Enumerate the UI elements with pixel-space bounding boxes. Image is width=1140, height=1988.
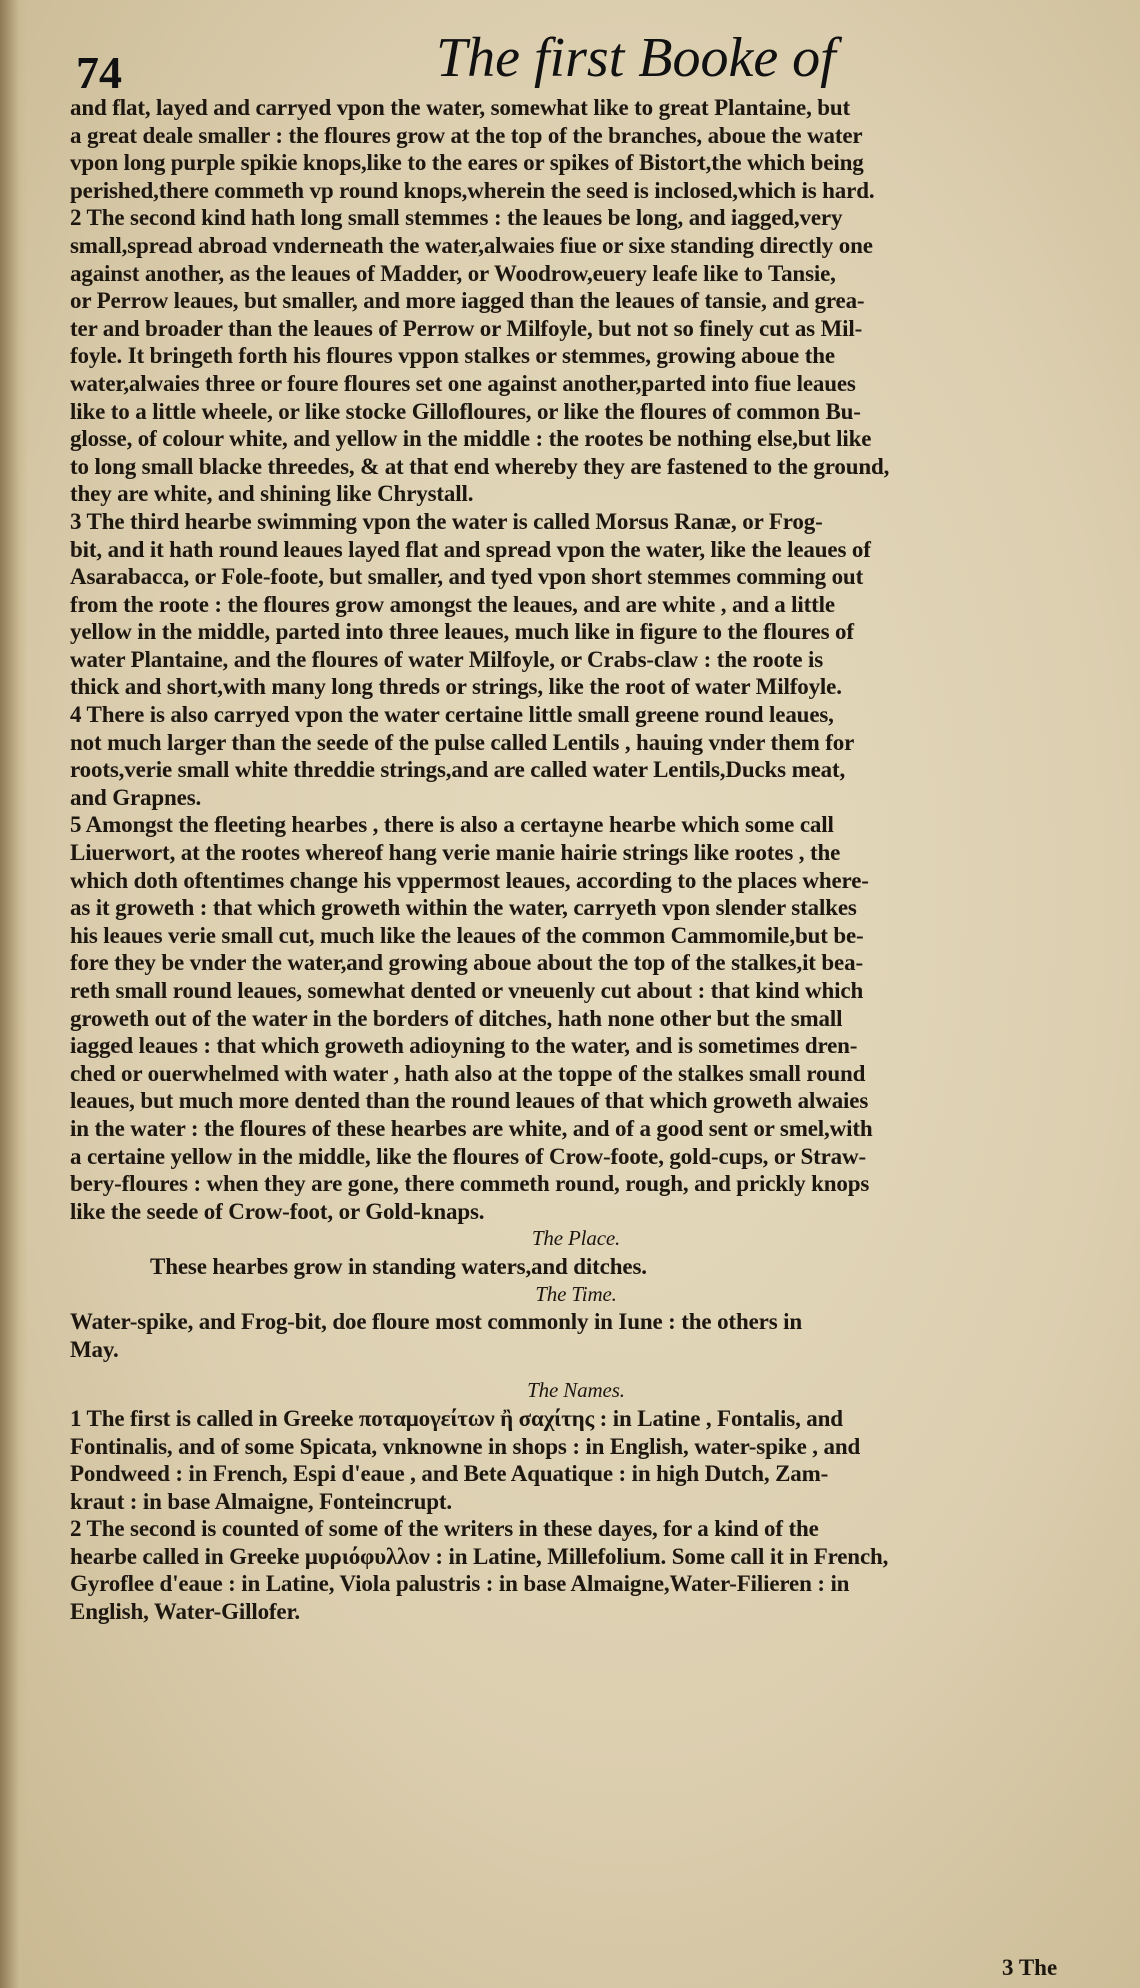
text-line: Liuerwort, at the rootes whereof hang verie manie hairie strings like rootes , the bbox=[70, 840, 841, 866]
section-heading-time: The Time. bbox=[535, 1281, 617, 1306]
section-spacer bbox=[70, 1363, 1082, 1377]
text-line: his leaues verie small cut, much like the leaues of the common Cammomile,but be- bbox=[70, 922, 864, 948]
section-heading-names: The Names. bbox=[527, 1378, 625, 1403]
text-line: in the water : the floures of these hearbes are white, and of a good sent or smel,with bbox=[70, 1115, 873, 1141]
text-line: perished,there commeth vp round knops,wherein the seed is inclosed,which is hard. bbox=[70, 177, 875, 203]
text-line: thick and short,with many long threds or strings, like the root of water Milfoyle. bbox=[70, 674, 842, 700]
names-text-line: English, Water-Gillofer. bbox=[70, 1599, 301, 1625]
text-line: ched or ouerwhelmed with water , hath also at the toppe of the stalkes small round bbox=[70, 1060, 866, 1086]
text-line: bit, and it hath round leaues layed flat and spread vpon the water, like the leaues of bbox=[70, 536, 871, 562]
text-line: water Plantaine, and the floures of water Milfoyle, or Crabs-claw : the roote is bbox=[70, 646, 824, 672]
body-text bbox=[70, 94, 1082, 1626]
text-line: iagged leaues : that which groweth adioyning to the water, and is sometimes dren- bbox=[70, 1033, 858, 1059]
text-line: as it groweth : that which groweth within the water, carryeth vpon slender stalkes bbox=[70, 895, 857, 921]
names-text-line: Gyroflee d'eaue : in Latine, Viola palustris : in base Almaigne,Water-Filieren : in bbox=[70, 1571, 850, 1597]
time-text-line: May. bbox=[70, 1336, 119, 1362]
running-head: The first Booke of bbox=[436, 27, 836, 89]
text-line: from the roote : the floures grow amongst the leaues, and are white , and a little bbox=[70, 591, 835, 617]
text-line: 2 The second kind hath long small stemmes : the leaues be long, and iagged,very bbox=[70, 205, 843, 231]
section-heading-place: The Place. bbox=[531, 1226, 621, 1251]
text-line: a certaine yellow in the middle, like the floures of Crow-foote, gold-cups, or Straw- bbox=[70, 1143, 866, 1169]
text-line: water,alwaies three or foure floures set one against another,parted into fiue leaues bbox=[70, 370, 856, 396]
text-line: glosse, of colour white, and yellow in the middle : the rootes be nothing else,but like bbox=[70, 426, 872, 452]
text-line: like to a little wheele, or like stocke Gillofloures, or like the floures of common Bu- bbox=[70, 398, 861, 424]
text-line: which doth oftentimes change his vppermost leaues, according to the places where- bbox=[70, 867, 869, 893]
text-line: to long small blacke threedes, & at that end whereby they are fastened to the ground, bbox=[70, 453, 890, 479]
names-text-line: kraut : in base Almaigne, Fonteincrupt. bbox=[70, 1488, 452, 1514]
names-text-line: 1 The first is called in Greeke ποταμογείτων ἢ σαχίτης : in Latine , Fontalis, and bbox=[70, 1405, 843, 1431]
text-line: ter and broader than the leaues of Perrow or Milfoyle, but not so finely cut as Mil- bbox=[70, 315, 863, 341]
page-header bbox=[76, 22, 1086, 98]
names-text-line: Fontinalis, and of some Spicata, vnknowne in shops : in English, water-spike , and bbox=[70, 1433, 861, 1459]
place-text: These hearbes grow in standing waters,and ditches. bbox=[150, 1253, 647, 1279]
text-line: 4 There is also carryed vpon the water certaine little small greene round leaues, bbox=[70, 702, 834, 728]
catchword: 3 The bbox=[1002, 1955, 1058, 1980]
names-text-line: Pondweed : in French, Espi d'eaue , and Bete Aquatique : in high Dutch, Zam- bbox=[70, 1461, 829, 1487]
text-line: groweth out of the water in the borders of ditches, hath none other but the small bbox=[70, 1005, 843, 1031]
text-line: not much larger than the seede of the pulse called Lentils , hauing vnder them for bbox=[70, 729, 855, 755]
text-line: 3 The third hearbe swimming vpon the water is called Morsus Ranæ, or Frog- bbox=[70, 508, 823, 534]
text-line: roots,verie small white threddie strings,and are called water Lentils,Ducks meat, bbox=[70, 757, 846, 783]
text-line: small,spread abroad vnderneath the water,alwaies fiue or sixe standing directly one bbox=[70, 232, 873, 258]
text-line: like the seede of Crow-foot, or Gold-knaps. bbox=[70, 1198, 485, 1224]
time-text-line: Water-spike, and Frog-bit, doe floure most commonly in Iune : the others in bbox=[70, 1309, 802, 1335]
text-line: or Perrow leaues, but smaller, and more iagged than the leaues of tansie, and grea- bbox=[70, 288, 865, 314]
text-line: foyle. It bringeth forth his floures vppon stalkes or stemmes, growing aboue the bbox=[70, 343, 835, 369]
text-line: against another, as the leaues of Madder, or Woodrow,euery leafe like to Tansie, bbox=[70, 260, 836, 286]
text-line: and flat, layed and carryed vpon the water, somewhat like to great Plantaine, but bbox=[70, 95, 851, 120]
text-line: yellow in the middle, parted into three leaues, much like in figure to the floures of bbox=[70, 619, 854, 645]
text-line: 5 Amongst the fleeting hearbes , there is also a certayne hearbe which some call bbox=[70, 812, 834, 838]
names-text-line: hearbe called in Greeke μυριόφυλλον : in Latine, Millefolium. Some call it in French, bbox=[70, 1543, 889, 1569]
text-line: vpon long purple spikie knops,like to the eares or spikes of Bistort,the which being bbox=[70, 150, 864, 176]
text-line: fore they be vnder the water,and growing aboue about the top of the stalkes,it bea- bbox=[70, 950, 863, 976]
text-line: leaues, but much more dented than the round leaues of that which groweth alwaies bbox=[70, 1088, 869, 1114]
page-number: 74 bbox=[76, 47, 122, 98]
text-line: and Grapnes. bbox=[70, 784, 202, 810]
text-line: bery-floures : when they are gone, there commeth round, rough, and prickly knops bbox=[70, 1171, 870, 1197]
text-line: reth small round leaues, somewhat dented or vneuenly cut about : that kind which bbox=[70, 978, 864, 1003]
text-line: a great deale smaller : the floures grow at the top of the branches, aboue the water bbox=[70, 122, 863, 148]
text-line: they are white, and shining like Chrystall. bbox=[70, 481, 474, 507]
text-line: Asarabacca, or Fole-foote, but smaller, and tyed vpon short stemmes comming out bbox=[70, 564, 864, 590]
page-gutter-shadow bbox=[0, 0, 28, 1988]
names-text-line: 2 The second is counted of some of the writers in these dayes, for a kind of the bbox=[70, 1516, 819, 1542]
